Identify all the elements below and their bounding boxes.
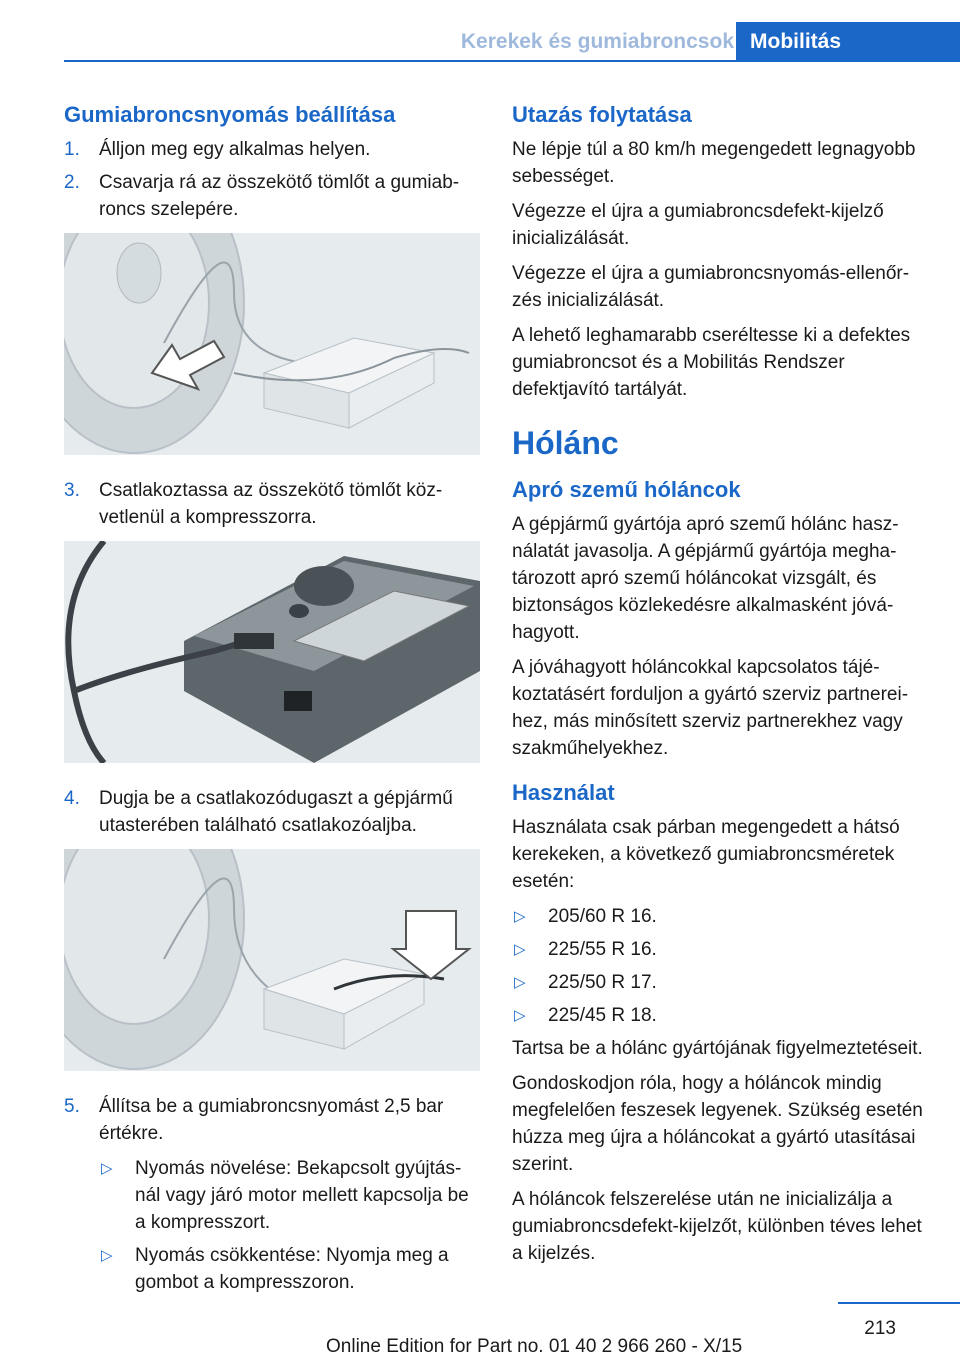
step-3-text: Csatlakoztassa az összekötő tömlőt közvetlenül a kompresszorra. <box>99 480 443 528</box>
paragraph: Tartsa be a hólánc gyártójának figyelmeztetéseit. <box>512 1038 923 1059</box>
list-item: ▷ 225/50 R 17. <box>512 969 928 996</box>
triangle-bullet-icon: ▷ <box>101 1247 113 1264</box>
chapter-title-snow-chain: Hólánc <box>512 425 619 461</box>
paragraph: A gépjármű gyártója apró szemű hólánc használatát javasolja. A gépjármű gyártója meghatározott apró szemű hóláncokat vizsgált, és biztonságos közlekedésre alkalmasként jóváhagyott. <box>512 514 899 643</box>
step-1: 1. Álljon meg egy alkalmas helyen. <box>64 136 480 163</box>
paragraph: A lehető leghamarabb cseréltesse ki a defektes gumiabroncsot és a Mobilitás Rendszer defektjavító tartályát. <box>512 325 911 400</box>
list-item: ▷ Nyomás növelése: Bekapcsolt gyújtásnál vagy járó motor mellett kapcsolja be a kompresszort. <box>99 1155 480 1236</box>
paragraph: A hóláncok felszerelése után ne inicializálja a gumiabroncsdefekt-kijelzőt, különben téves lehet a kijelzés. <box>512 1189 922 1264</box>
footer-rule <box>838 1302 960 1304</box>
list-item: ▷ Nyomás csökkentése: Nyomja meg a gombot a kompresszoron. <box>99 1242 480 1296</box>
figure-hose-to-valve <box>64 233 480 455</box>
section-heading-continue: Utazás folytatása <box>512 102 692 127</box>
left-column <box>64 100 480 1302</box>
header-section-title: Kerekek és gumiabroncsok <box>460 30 734 53</box>
paragraph: Használata csak párban megengedett a hátsó kerekeken, a következő gumiabroncsméretek esetén: <box>512 817 900 892</box>
triangle-bullet-icon: ▷ <box>514 1007 526 1024</box>
step-5-text: Állítsa be a gumiabroncsnyomást 2,5 bar értékre. <box>99 1096 444 1144</box>
step-2-text: Csavarja rá az összekötő tömlőt a gumiabroncs szelepére. <box>99 172 460 220</box>
step-5: 5. Állítsa be a gumiabroncsnyomást 2,5 bar értékre. <box>64 1093 480 1147</box>
triangle-bullet-icon: ▷ <box>101 1160 113 1177</box>
page-number: 213 <box>864 1318 896 1339</box>
paragraph: Végezze el újra a gumiabroncsnyomás-ellenőrzés inicializálását. <box>512 263 910 311</box>
step-4: 4. Dugja be a csatlakozódugaszt a gépjármű utasterében található csatlakozóaljba. <box>64 785 480 839</box>
list-item: ▷ 225/55 R 16. <box>512 936 928 963</box>
section-heading-pressure: Gumiabroncsnyomás beállítása <box>64 102 396 127</box>
list-item: ▷ 205/60 R 16. <box>512 903 928 930</box>
edition-footer: Online Edition for Part no. 01 40 2 966 260 - X/15 <box>326 1336 743 1357</box>
step-4-text: Dugja be a csatlakozódugaszt a gépjármű utasterében található csatlakozóaljba. <box>99 788 453 836</box>
section-heading-usage: Használat <box>512 780 615 805</box>
right-column <box>512 100 928 1275</box>
step-2: 2. Csavarja rá az összekötő tömlőt a gumiabroncs szelepére. <box>64 169 480 223</box>
paragraph: Ne lépje túl a 80 km/h megengedett legnagyobb sebességet. <box>512 139 916 187</box>
step-1-text: Álljon meg egy alkalmas helyen. <box>99 139 371 160</box>
triangle-bullet-icon: ▷ <box>514 941 526 958</box>
pressure-sub-list <box>99 1155 480 1296</box>
figure-hose-to-compressor <box>64 541 480 763</box>
figure-plug-to-socket <box>64 849 480 1071</box>
triangle-bullet-icon: ▷ <box>514 974 526 991</box>
list-item: ▷ 225/45 R 18. <box>512 1002 928 1029</box>
header-chapter-tab: Mobilitás <box>736 22 960 62</box>
paragraph: Gondoskodjon róla, hogy a hóláncok mindig megfelelően feszesek legyenek. Szükség esetén húzza meg újra a hóláncokat a gyártó utasításai szerint. <box>512 1073 923 1175</box>
paragraph: A jóváhagyott hóláncokkal kapcsolatos tájékoztatásért forduljon a gyártó szerviz partnereihez, más minősített szerviz partnerekhez vagy szakműhelyekhez. <box>512 657 909 759</box>
paragraph: Végezze el újra a gumiabroncsdefekt-kijelző inicializálását. <box>512 201 884 249</box>
section-heading-fine-chains: Apró szemű hóláncok <box>512 477 741 502</box>
step-3: 3. Csatlakoztassa az összekötő tömlőt közvetlenül a kompresszorra. <box>64 477 480 531</box>
triangle-bullet-icon: ▷ <box>514 908 526 925</box>
